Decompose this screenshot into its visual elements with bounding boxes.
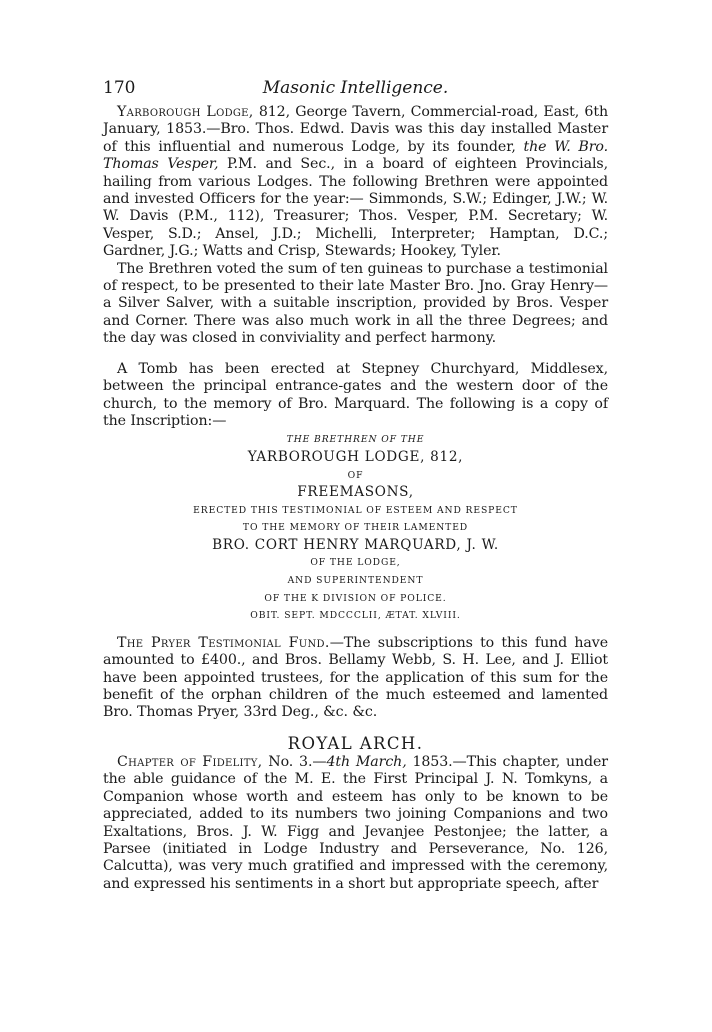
inscription-line: BRO. CORT HENRY MARQUARD, J. W. [212, 536, 499, 553]
inscription-line: AND SUPERINTENDENT [287, 575, 424, 587]
inscription-line: YARBOROUGH LODGE, 812, [247, 448, 464, 465]
inscription-line: TO THE MEMORY OF THEIR LAMENTED [242, 522, 469, 534]
page-header [103, 78, 608, 98]
paragraph-text: 812, George Tavern, Commercial-road, East, 6th January, 1853.—Bro. Thos. Edwd. Davis was this day installed Master of this influential and numerous Lodge, by its founder, [103, 104, 608, 155]
paragraph-text: —The subscriptions to this fund have amounted to £400., and Bros. Bellamy Webb, S. H. Lee, and J. Elliot have been appointed trustees, for the application of this sum for the benefit of the orphan children of the much esteemed and lamented Bro. Thomas Pryer, 33rd Deg., &c. &c. [103, 634, 609, 721]
paragraph-lead: The Pryer Testimonial Fund. [117, 634, 330, 651]
paragraph-chapter-fidelity [103, 754, 608, 893]
paragraph-text: P.M. and Sec., in a board of eighteen Provincials, hailing from various Lodges. The following Brethren were appointed and invested Officers for the year:— Simmonds, S.W.; Edinger, J.W.; W. W. Davis (P.M., 112), Treasurer; Thos. Vesper, P.M. Secretary; W. Vesper, S.D.; Ansel, J.D.; Michelli, Interpreter; Hamptan, D.C.; Gardner, J.G.; Watts and Crisp, Stewards; Hookey, Tyler. [103, 156, 608, 260]
paragraph-text: 1853.—This chapter, under the able guidance of the M. E. the First Principal J. N. Tomkyns, a Companion whose worth and esteem has only to be known to be appreciated, added to its numbers two joining Companions and two Exaltations, Bros. J. W. Figg and Jevanjee Pestonjee; the latter, a Parsee (initiated in Lodge Industry and Perseverance, No. 126, Calcutta), was very much gratified and impressed with the ceremony, and expressed his sentiments in a short but appropriate speech, after [103, 753, 608, 892]
tomb-inscription [103, 431, 608, 625]
inscription-line: OF THE LODGE, [310, 557, 401, 569]
paragraph-lead: Chapter of Fidelity, [117, 753, 263, 770]
paragraph-text: The Brethren voted the sum of ten guineas to purchase a testimonial of respect, to be presented to their late Master Bro. Jno. Gray Henry—a Silver Salver, with a suitable inscription, provided by Bros. Vesper and Corner. There was also much work in all the three Degrees; and the day was closed in conviviality and perfect harmony. [103, 260, 608, 347]
inscription-line: OBIT. SEPT. MDCCCLII, ÆTAT. XLVIII. [250, 610, 461, 622]
paragraph-lead: Yarborough Lodge, [117, 104, 254, 120]
inscription-line: OF [347, 469, 364, 481]
inscription-line: FREEMASONS, [297, 484, 414, 501]
inscription-line: OF THE K DIVISION OF POLICE. [264, 592, 447, 604]
section-heading: ROYAL ARCH. [287, 733, 424, 753]
paragraph-italic: 4th March, [326, 753, 407, 770]
paragraph-italic: the W. Bro. Thomas Vesper, [103, 138, 608, 173]
paragraph-tomb [103, 361, 608, 431]
paragraph-pryer-fund [103, 635, 608, 722]
paragraph-yarborough-lodge [103, 104, 608, 261]
paragraph-text: No. 3.— [262, 753, 327, 770]
running-title: Masonic Intelligence. [262, 78, 449, 98]
paragraph-text: A Tomb has been erected at Stepney Churchyard, Middlesex, between the principal entrance-gates and the western door of the church, to the memory of Bro. Marquard. The following is a copy of the Inscription:— [103, 360, 608, 429]
paragraph-testimonial-vote [103, 261, 608, 348]
page-number: 170 [103, 78, 136, 98]
inscription-line: ERECTED THIS TESTIMONIAL OF ESTEEM AND RESPECT [193, 504, 518, 516]
inscription-line: THE BRETHREN OF THE [286, 434, 425, 446]
